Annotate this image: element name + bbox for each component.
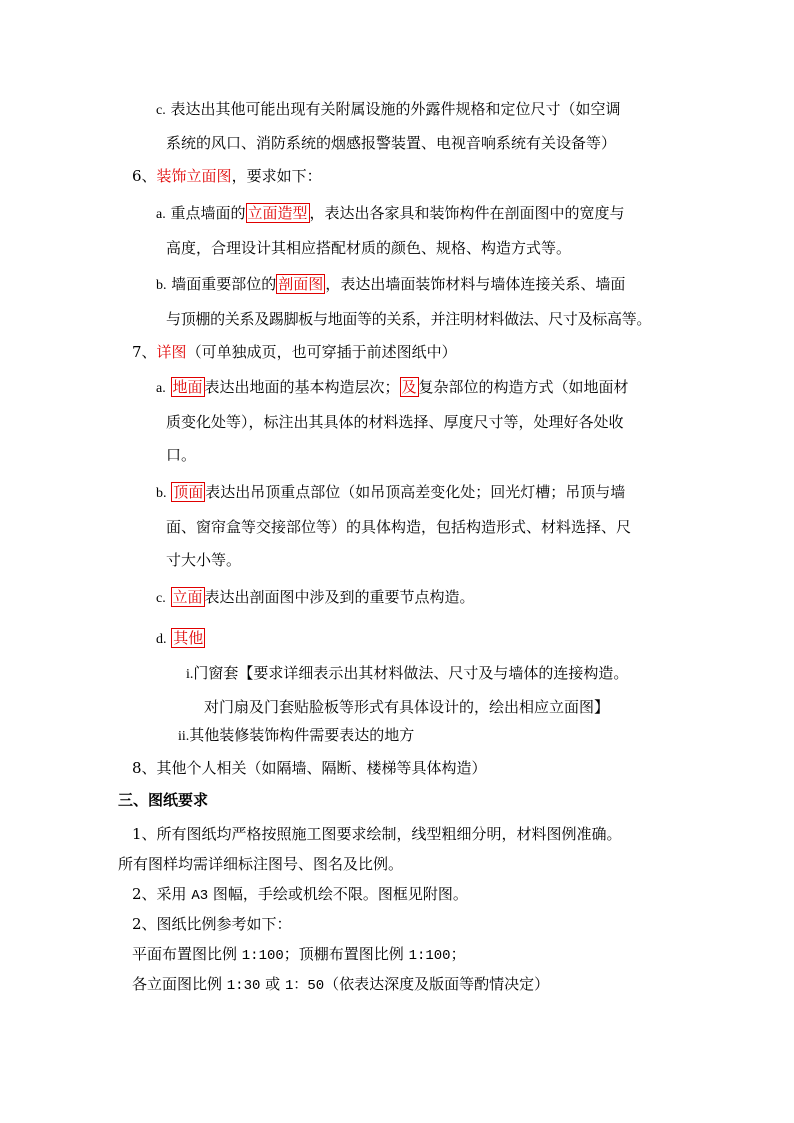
item-c-line1 — [156, 99, 621, 119]
item-text: 表达出吊顶重点部位（如吊顶高差变化处；回光灯槽；吊顶与墙 — [205, 483, 626, 501]
requirement-1-line2: 所有图样均需详细标注图号、图名及比例。 — [118, 855, 404, 873]
requirement-3-line1: 2、图纸比例参考如下： — [132, 915, 292, 933]
item-text: 图幅，手绘或机绘不限。图框见附图。 — [208, 885, 468, 903]
scale-line-1 — [132, 944, 466, 964]
scale-value: 1：50 — [284, 978, 325, 994]
item-7b-line3: 寸大小等。 — [166, 551, 242, 569]
requirement-2-line1 — [132, 884, 468, 904]
item-7a-line2: 质变化处等），标注出其具体的材料选择、厚度尺寸等，处理好各处收 — [166, 413, 624, 431]
item-8-heading: 8、其他个人相关（如隔墙、隔断、楼梯等具体构造） — [132, 759, 487, 777]
item-7b-line1 — [156, 482, 625, 502]
item-number: 6、 — [132, 167, 157, 185]
item-6-heading — [132, 166, 322, 186]
item-7-heading — [132, 342, 457, 362]
item-7d-i-line2: 对门扇及门套贴脸板等形式有具体设计的，绘出相应立面图】 — [204, 698, 610, 716]
item-text: 表达出地面的基本构造层次； — [204, 378, 400, 396]
list-marker: ii. — [178, 729, 190, 744]
item-7d-line1 — [156, 628, 205, 648]
list-marker: d. — [156, 632, 167, 647]
item-text: 表达出剖面图中涉及到的重要节点构造。 — [204, 588, 475, 606]
item-number: 7、 — [132, 343, 157, 361]
item-title: 装饰立面图 — [156, 167, 232, 185]
highlighted-term: 顶面 — [173, 483, 204, 501]
item-7c-line1 — [156, 587, 475, 607]
item-text: ，表达出各家具和装饰构件在剖面图中的宽度与 — [309, 204, 625, 222]
requirement-1-line1: 1、所有图纸均严格按照施工图要求绘制，线型粗细分明，材料图例准确。 — [132, 825, 622, 843]
item-6b-line1 — [156, 274, 625, 294]
item-text: 复杂部位的构造方式（如地面材 — [418, 378, 629, 396]
item-text: 各立面图比例 — [132, 975, 227, 993]
scale-line-2 — [132, 974, 549, 994]
item-text: ；顶棚布置图比例 — [283, 945, 409, 963]
paper-size: A3 — [191, 888, 209, 904]
item-text: 平面布置图比例 — [132, 945, 242, 963]
item-text: 墙面重要部位的 — [171, 275, 277, 293]
item-text: ，要求如下： — [231, 167, 322, 185]
list-marker: c. — [156, 591, 166, 606]
scale-value: 1:100 — [241, 948, 284, 964]
highlighted-term: 立面造型 — [247, 204, 308, 222]
list-marker: b. — [156, 278, 167, 293]
item-text: ，表达出墙面装饰材料与墙体连接关系、墙面 — [325, 275, 626, 293]
item-7b-line2: 面、窗帘盒等交接部位等）的具体构造，包括构造形式、材料选择、尺 — [166, 518, 632, 536]
list-marker: a. — [156, 207, 166, 222]
highlighted-term: 其他 — [173, 629, 204, 647]
list-marker: i. — [186, 667, 194, 682]
item-text: 表达出其他可能出现有关附属设施的外露件规格和定位尺寸（如空调 — [170, 100, 621, 118]
item-title: 详图 — [156, 343, 187, 361]
item-6a-line2: 高度，合理设计其相应搭配材质的颜色、规格、构造方式等。 — [166, 239, 572, 257]
item-c-line2: 系统的风口、消防系统的烟感报警装置、电视音响系统有关设备等） — [166, 134, 617, 152]
list-marker: c. — [156, 103, 166, 118]
section-heading: 三、图纸要求 — [118, 791, 209, 809]
highlighted-term: 剖面图 — [278, 275, 324, 293]
item-7a-line1 — [156, 377, 629, 397]
highlighted-term: 地面 — [172, 378, 203, 396]
item-7a-line3: 口。 — [166, 446, 197, 464]
item-6a-line1 — [156, 203, 625, 223]
item-7d-ii-line1 — [178, 725, 414, 745]
item-text: 其他装修装饰构件需要表达的地方 — [189, 726, 415, 744]
item-text: 2、采用 — [132, 885, 192, 903]
item-text: （依表达深度及版面等酌情决定） — [324, 975, 550, 993]
scale-value: 1:30 — [226, 978, 261, 994]
item-text: 门窗套【要求详细表示出其材料做法、尺寸及与墙体的连接构造。 — [193, 664, 629, 682]
item-text: （可单独成页，也可穿插于前述图纸中） — [186, 343, 457, 361]
scale-value: 1:100 — [408, 948, 451, 964]
list-marker: b. — [156, 486, 167, 501]
item-7d-i-line1 — [186, 663, 628, 683]
item-text: 或 — [260, 975, 285, 993]
highlighted-term: 及 — [401, 378, 417, 396]
item-6b-line2: 与顶棚的关系及踢脚板与地面等的关系，并注明材料做法、尺寸及标高等。 — [166, 310, 652, 328]
item-text: ； — [450, 945, 466, 963]
item-text: 重点墙面的 — [170, 204, 246, 222]
highlighted-term: 立面 — [172, 588, 203, 606]
list-marker: a. — [156, 381, 166, 396]
